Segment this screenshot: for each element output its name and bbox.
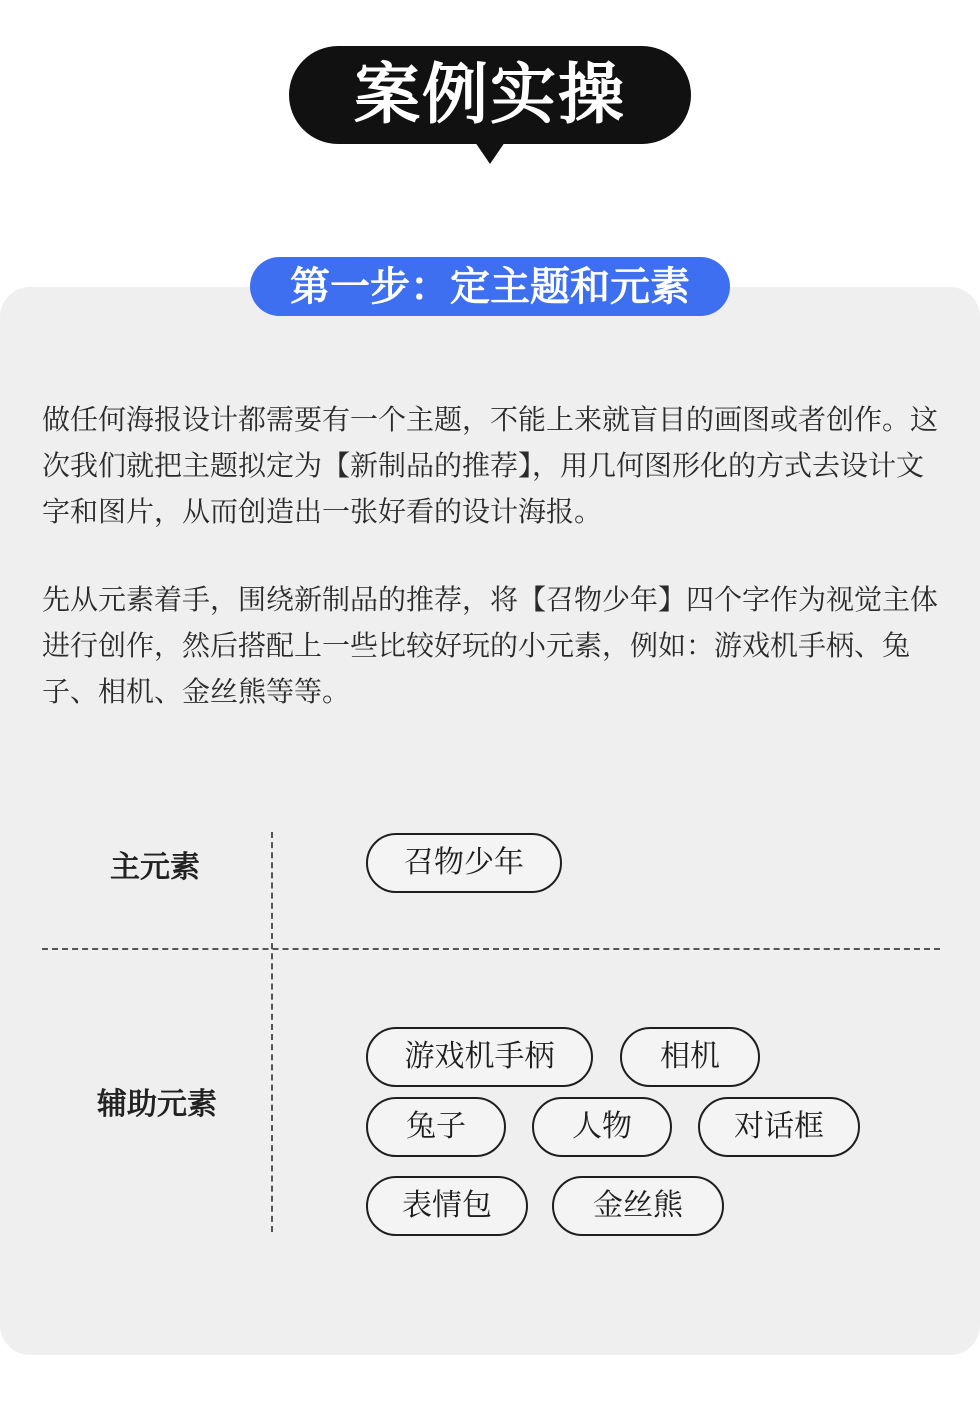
bubble-tail — [475, 142, 505, 164]
tag-person: 人物 — [532, 1097, 672, 1157]
horizontal-divider — [42, 948, 940, 950]
tag-main-subject: 召物少年 — [366, 833, 562, 893]
step-badge — [250, 257, 730, 316]
title-bubble — [289, 46, 691, 144]
tag-hamster: 金丝熊 — [552, 1176, 724, 1236]
tag-camera: 相机 — [620, 1027, 760, 1087]
tag-game-controller: 游戏机手柄 — [366, 1027, 593, 1087]
tag-rabbit: 兔子 — [366, 1097, 506, 1157]
step-title: 第一步：定主题和元素 — [290, 263, 690, 310]
tag-dialog-box: 对话框 — [698, 1097, 860, 1157]
page-title: 案例实操 — [354, 56, 626, 133]
vertical-divider — [271, 832, 273, 1232]
tag-emoji: 表情包 — [366, 1176, 528, 1236]
auxiliary-element-label: 辅助元素 — [97, 1087, 217, 1122]
main-element-label: 主元素 — [110, 850, 200, 885]
elements-paragraph: 先从元素着手，围绕新制品的推荐，将【召物少年】四个字作为视觉主体进行创作，然后搭配上一些比较好玩的小元素，例如：游戏机手柄、兔子、相机、金丝熊等等。 — [42, 583, 939, 708]
intro-paragraph: 做任何海报设计都需要有一个主题，不能上来就盲目的画图或者创作。这次我们就把主题拟定为【新制品的推荐】，用几何图形化的方式去设计文字和图片，从而创造出一张好看的设计海报。 — [42, 403, 939, 528]
